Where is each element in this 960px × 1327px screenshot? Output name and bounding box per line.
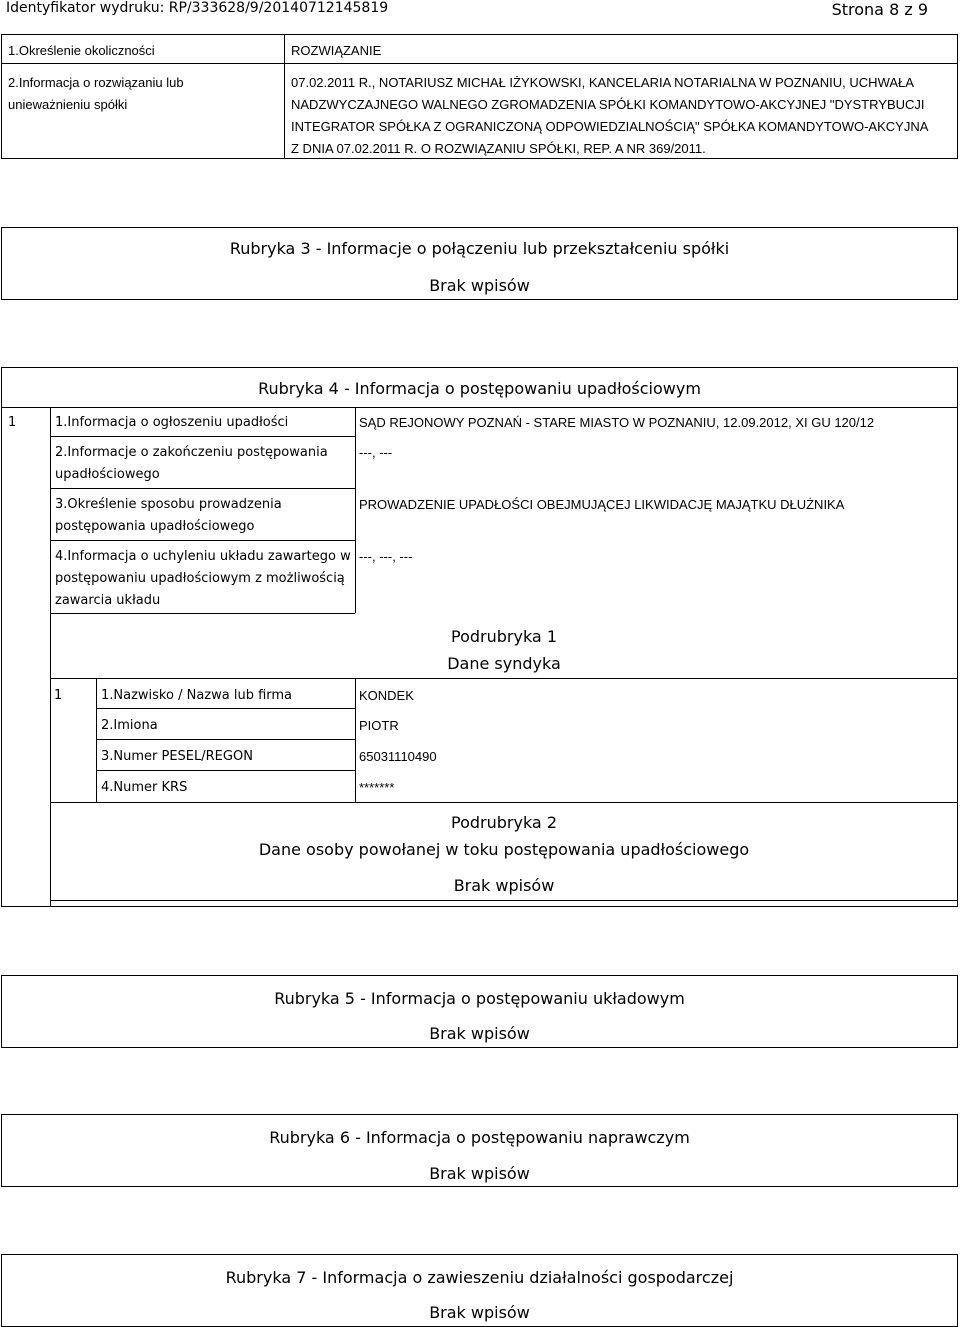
row1-label: 1.Określenie okoliczności bbox=[8, 43, 155, 58]
sub2-title: Podrubryka 2 bbox=[451, 813, 557, 832]
r4-row4-label-line2: postępowaniu upadłościowym z możliwością bbox=[55, 571, 345, 586]
row1-value: ROZWIĄZANIE bbox=[291, 43, 382, 58]
r4-row3-label-line1: 3.Określenie sposobu prowadzenia bbox=[55, 497, 282, 512]
rubryka4-index: 1 bbox=[8, 415, 17, 430]
sub2-empty: Brak wpisów bbox=[453, 876, 555, 895]
r4-row3-value: PROWADZENIE UPADŁOŚCI OBEJMUJĄCEJ LIKWIDACJĘ MAJĄTKU DŁUŻNIKA bbox=[359, 497, 845, 512]
rubryka3-empty: Brak wpisów bbox=[429, 276, 530, 295]
page-number: Strona 8 z 9 bbox=[831, 0, 928, 19]
r4-row2-label-line1: 2.Informacje o zakończeniu postępowania bbox=[55, 445, 328, 460]
sub1-subtitle: Dane syndyka bbox=[447, 654, 561, 673]
r4-row4-value: ---, ---, --- bbox=[359, 549, 413, 564]
sub1-index: 1 bbox=[54, 688, 63, 703]
rubryka7-empty: Brak wpisów bbox=[429, 1303, 530, 1322]
rubryka6-empty: Brak wpisów bbox=[429, 1164, 530, 1183]
rubryka6-title: Rubryka 6 - Informacja o postępowaniu naprawczym bbox=[269, 1128, 690, 1147]
sub1-row3-label: 3.Numer PESEL/REGON bbox=[101, 749, 253, 764]
r4-row3-label-line2: postępowania upadłościowego bbox=[55, 519, 255, 534]
rubryka5-empty: Brak wpisów bbox=[429, 1024, 530, 1043]
r4-row1-label: 1.Informacja o ogłoszeniu upadłości bbox=[55, 415, 289, 430]
r4-row4-label-line1: 4.Informacja o uchyleniu układu zawartego w bbox=[55, 549, 351, 564]
row2-label-line2: unieważnieniu spółki bbox=[8, 97, 128, 112]
sub2-subtitle: Dane osoby powołanej w toku postępowania upadłościowego bbox=[258, 840, 750, 859]
r4-row2-value: ---, --- bbox=[359, 445, 393, 460]
sub1-row2-label: 2.Imiona bbox=[101, 718, 158, 733]
rubryka5-title: Rubryka 5 - Informacja o postępowaniu układowym bbox=[274, 989, 685, 1008]
rubryka7-title: Rubryka 7 - Informacja o zawieszeniu działalności gospodarczej bbox=[225, 1268, 734, 1287]
row2-value-line3: INTEGRATOR SPÓŁKA Z OGRANICZONĄ ODPOWIEDZIALNOŚCIĄ" SPÓŁKA KOMANDYTOWO-AKCYJNA bbox=[291, 119, 929, 134]
row2-value-line2: NADZWYCZAJNEGO WALNEGO ZGROMADZENIA SPÓŁKI KOMANDYTOWO-AKCYJNEJ "DYSTRYBUCJI bbox=[291, 97, 925, 112]
row2-label-line1: 2.Informacja o rozwiązaniu lub bbox=[8, 75, 184, 90]
sub1-row4-label: 4.Numer KRS bbox=[101, 780, 188, 795]
print-identifier: Identyfikator wydruku: RP/333628/9/20140712145819 bbox=[6, 0, 389, 16]
sub1-row2-value: PIOTR bbox=[359, 718, 399, 733]
sub1-title: Podrubryka 1 bbox=[451, 627, 557, 646]
row2-value-line1: 07.02.2011 R., NOTARIUSZ MICHAŁ IŻYKOWSKI, KANCELARIA NOTARIALNA W POZNANIU, UCHWAŁA bbox=[291, 75, 914, 90]
sub1-row4-value: ******* bbox=[359, 780, 395, 795]
r4-row4-label-line3: zawarcia układu bbox=[55, 593, 161, 608]
r4-row2-label-line2: upadłościowego bbox=[55, 467, 160, 482]
rubryka4-title: Rubryka 4 - Informacja o postępowaniu upadłościowym bbox=[258, 379, 701, 398]
row2-value-line4: Z DNIA 07.02.2011 R. O ROZWIĄZANIU SPÓŁKI, REP. A NR 369/2011. bbox=[291, 141, 706, 156]
sub1-row1-label: 1.Nazwisko / Nazwa lub firma bbox=[101, 688, 293, 703]
r4-row1-value: SĄD REJONOWY POZNAŃ - STARE MIASTO W POZNANIU, 12.09.2012, XI GU 120/12 bbox=[359, 415, 875, 430]
rubryka3-title: Rubryka 3 - Informacje o połączeniu lub przekształceniu spółki bbox=[229, 239, 730, 258]
sub1-row3-value: 65031110490 bbox=[359, 749, 437, 764]
sub1-row1-value: KONDEK bbox=[359, 688, 414, 703]
